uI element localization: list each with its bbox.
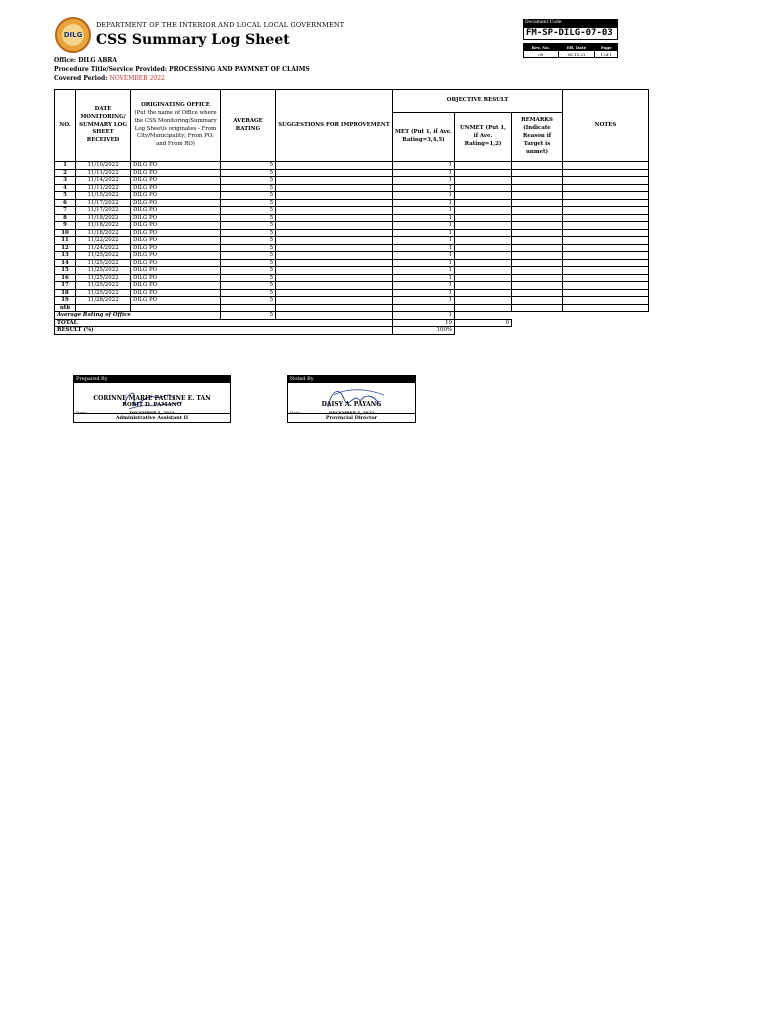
row-date: 11/14/2022 xyxy=(76,177,131,185)
row-unmet xyxy=(455,214,512,222)
row-remarks xyxy=(512,244,563,252)
row-number: 11 xyxy=(55,237,76,245)
row-unmet xyxy=(455,282,512,290)
table-row xyxy=(55,252,649,260)
nth-label: nth xyxy=(55,304,76,312)
row-remarks xyxy=(512,169,563,177)
table-row xyxy=(55,237,649,245)
row-avg-rating: 5 xyxy=(221,259,276,267)
office-line xyxy=(54,57,117,64)
table-row xyxy=(55,274,649,282)
row-unmet xyxy=(455,177,512,185)
origin-title: ORIGINATING OFFICE xyxy=(141,102,210,109)
row-unmet xyxy=(455,289,512,297)
row-suggestion xyxy=(276,259,393,267)
row-avg-rating: 5 xyxy=(221,222,276,230)
row-met: 1 xyxy=(393,237,455,245)
row-met: 1 xyxy=(393,297,455,305)
row-unmet xyxy=(455,169,512,177)
noted-by-box xyxy=(287,375,416,423)
row-notes xyxy=(563,252,649,260)
dilg-logo xyxy=(55,17,91,53)
rev-no-value: 00 xyxy=(524,51,559,58)
noted-date-label: Date: xyxy=(290,410,301,415)
row-date: 11/15/2022 xyxy=(76,192,131,200)
row-notes xyxy=(563,244,649,252)
table-row xyxy=(55,169,649,177)
noted-by-header: Noted By xyxy=(287,375,416,383)
row-avg-rating: 5 xyxy=(221,282,276,290)
table-row xyxy=(55,282,649,290)
row-number: 17 xyxy=(55,282,76,290)
row-met: 1 xyxy=(393,274,455,282)
prepared-by-overlay-name: ROBIT D. PAMANO xyxy=(122,402,182,408)
row-number: 4 xyxy=(55,184,76,192)
row-met: 1 xyxy=(393,222,455,230)
row-avg-rating: 5 xyxy=(221,192,276,200)
row-number: 3 xyxy=(55,177,76,185)
avg-office-met: 1 xyxy=(393,312,455,320)
total-label: TOTAL xyxy=(55,319,393,327)
prepared-date-value: DECEMBER 5, 2022 xyxy=(129,410,175,415)
row-avg-rating: 5 xyxy=(221,274,276,282)
document-code: FM-SP-DILG-07-03 xyxy=(523,27,618,40)
row-date: 11/11/2022 xyxy=(76,169,131,177)
prepared-by-header: Prepared By xyxy=(73,375,231,383)
row-suggestion xyxy=(276,222,393,230)
row-avg-rating: 5 xyxy=(221,289,276,297)
result-label: RESULT (%) xyxy=(55,327,393,335)
row-number: 1 xyxy=(55,162,76,170)
row-remarks xyxy=(512,184,563,192)
row-met: 1 xyxy=(393,289,455,297)
row-date: 11/17/2022 xyxy=(76,207,131,215)
row-remarks xyxy=(512,282,563,290)
page-title: CSS Summary Log Sheet xyxy=(96,32,290,48)
col-header-notes: NOTES xyxy=(563,90,649,162)
row-suggestion xyxy=(276,162,393,170)
row-date: 11/25/2022 xyxy=(76,259,131,267)
row-notes xyxy=(563,192,649,200)
row-avg-rating: 5 xyxy=(221,199,276,207)
period-line xyxy=(54,75,165,82)
row-office: DILG PO xyxy=(131,199,221,207)
row-suggestion xyxy=(276,282,393,290)
row-office: DILG PO xyxy=(131,267,221,275)
row-office: DILG PO xyxy=(131,297,221,305)
table-row xyxy=(55,229,649,237)
dilg-logo-text: DILG xyxy=(62,24,84,46)
row-met: 1 xyxy=(393,177,455,185)
row-remarks xyxy=(512,297,563,305)
row-suggestion xyxy=(276,252,393,260)
row-met: 1 xyxy=(393,282,455,290)
col-header-avg: AVERAGE RATING xyxy=(221,90,276,162)
row-remarks xyxy=(512,252,563,260)
prepared-by-name: CORINNE MARIE PAULINE E. TAN xyxy=(93,395,211,402)
table-row xyxy=(55,177,649,185)
row-number: 18 xyxy=(55,289,76,297)
row-date: 11/25/2022 xyxy=(76,289,131,297)
row-met: 1 xyxy=(393,162,455,170)
row-avg-rating: 5 xyxy=(221,207,276,215)
col-header-origin xyxy=(131,90,221,162)
row-date: 11/24/2022 xyxy=(76,244,131,252)
row-suggestion xyxy=(276,177,393,185)
row-number: 6 xyxy=(55,199,76,207)
row-remarks xyxy=(512,199,563,207)
table-row xyxy=(55,289,649,297)
row-unmet xyxy=(455,229,512,237)
row-number: 8 xyxy=(55,214,76,222)
row-office: DILG PO xyxy=(131,162,221,170)
row-unmet xyxy=(455,267,512,275)
col-header-met: MET (Put 1, if Ave. Rating=3,4,5) xyxy=(393,113,455,162)
row-number: 19 xyxy=(55,297,76,305)
row-office: DILG PO xyxy=(131,289,221,297)
period-value: NOVEMBER 2022 xyxy=(109,75,165,82)
row-office: DILG PO xyxy=(131,207,221,215)
row-unmet xyxy=(455,274,512,282)
row-office: DILG PO xyxy=(131,274,221,282)
row-met: 1 xyxy=(393,199,455,207)
row-office: DILG PO xyxy=(131,282,221,290)
row-suggestion xyxy=(276,229,393,237)
row-remarks xyxy=(512,229,563,237)
row-notes xyxy=(563,229,649,237)
row-unmet xyxy=(455,184,512,192)
row-remarks xyxy=(512,192,563,200)
col-header-no: NO. xyxy=(55,90,76,162)
row-notes xyxy=(563,177,649,185)
row-avg-rating: 5 xyxy=(221,177,276,185)
table-row xyxy=(55,184,649,192)
row-notes xyxy=(563,289,649,297)
table-row xyxy=(55,244,649,252)
row-notes xyxy=(563,184,649,192)
row-met: 1 xyxy=(393,252,455,260)
row-suggestion xyxy=(276,237,393,245)
row-suggestion xyxy=(276,199,393,207)
row-avg-rating: 5 xyxy=(221,184,276,192)
row-remarks xyxy=(512,267,563,275)
row-office: DILG PO xyxy=(131,192,221,200)
row-suggestion xyxy=(276,192,393,200)
office-value: DILG ABRA xyxy=(78,57,118,64)
row-suggestion xyxy=(276,207,393,215)
table-row xyxy=(55,207,649,215)
row-date: 11/17/2022 xyxy=(76,199,131,207)
row-office: DILG PO xyxy=(131,259,221,267)
row-suggestion xyxy=(276,297,393,305)
row-number: 5 xyxy=(55,192,76,200)
col-header-date: DATE MONITORING/ SUMMARY LOG SHEET RECEIVED xyxy=(76,90,131,162)
table-row xyxy=(55,162,649,170)
row-avg-rating: 5 xyxy=(221,169,276,177)
row-unmet xyxy=(455,237,512,245)
row-suggestion xyxy=(276,184,393,192)
row-unmet xyxy=(455,297,512,305)
noted-by-name: DAISY A. PAYANG xyxy=(321,401,382,408)
row-suggestion xyxy=(276,267,393,275)
eff-date-header: Eff. Date xyxy=(558,44,595,51)
row-office: DILG PO xyxy=(131,222,221,230)
table-row xyxy=(55,222,649,230)
row-number: 10 xyxy=(55,229,76,237)
row-number: 12 xyxy=(55,244,76,252)
row-notes xyxy=(563,282,649,290)
row-date: 11/18/2022 xyxy=(76,222,131,230)
department-name: DEPARTMENT OF THE INTERIOR AND LOCAL LOCAL GOVERNMENT xyxy=(96,21,345,29)
row-date: 11/25/2022 xyxy=(76,252,131,260)
row-notes xyxy=(563,259,649,267)
period-label: Covered Period: xyxy=(54,75,108,82)
row-suggestion xyxy=(276,289,393,297)
table-row xyxy=(55,267,649,275)
eff-date-value: 06.15.21 xyxy=(558,51,595,58)
row-office: DILG PO xyxy=(131,214,221,222)
row-suggestion xyxy=(276,214,393,222)
rev-no-header: Rev. No. xyxy=(524,44,559,51)
row-suggestion xyxy=(276,244,393,252)
row-avg-rating: 5 xyxy=(221,229,276,237)
page-value: 1 of 1 xyxy=(595,51,618,58)
row-remarks xyxy=(512,222,563,230)
col-header-objective: OBJECTIVE RESULT xyxy=(393,90,563,113)
row-remarks xyxy=(512,214,563,222)
table-row xyxy=(55,192,649,200)
prepared-date-label: Date: xyxy=(76,410,87,415)
row-met: 1 xyxy=(393,207,455,215)
row-met: 1 xyxy=(393,267,455,275)
document-code-label: Document Code xyxy=(523,19,618,27)
document-code-box xyxy=(523,19,618,58)
procedure-line xyxy=(54,66,310,73)
row-remarks xyxy=(512,162,563,170)
row-unmet xyxy=(455,222,512,230)
row-unmet xyxy=(455,252,512,260)
row-notes xyxy=(563,162,649,170)
result-value: 100% xyxy=(393,327,455,335)
revision-table xyxy=(523,43,618,58)
procedure-value: PROCESSING AND PAYMNET OF CLAIMS xyxy=(169,66,310,73)
row-remarks xyxy=(512,207,563,215)
row-unmet xyxy=(455,207,512,215)
row-avg-rating: 5 xyxy=(221,297,276,305)
col-header-remarks: REMARKS (Indicate Reason if Target is unmet) xyxy=(512,113,563,162)
table-row xyxy=(55,199,649,207)
row-date: 11/25/2022 xyxy=(76,282,131,290)
noted-by-position: Provincial Director xyxy=(287,414,416,423)
row-unmet xyxy=(455,199,512,207)
office-label: Office: xyxy=(54,57,77,64)
avg-office-label: Average Rating of Office xyxy=(55,312,221,320)
row-date: 11/25/2022 xyxy=(76,267,131,275)
row-notes xyxy=(563,199,649,207)
row-remarks xyxy=(512,259,563,267)
prepared-by-box xyxy=(73,375,231,423)
row-office: DILG PO xyxy=(131,229,221,237)
row-avg-rating: 5 xyxy=(221,244,276,252)
row-remarks xyxy=(512,237,563,245)
row-remarks xyxy=(512,274,563,282)
row-avg-rating: 5 xyxy=(221,267,276,275)
row-met: 1 xyxy=(393,259,455,267)
row-met: 1 xyxy=(393,192,455,200)
row-met: 1 xyxy=(393,169,455,177)
row-date: 11/18/2022 xyxy=(76,229,131,237)
row-number: 9 xyxy=(55,222,76,230)
row-avg-rating: 5 xyxy=(221,214,276,222)
row-number: 15 xyxy=(55,267,76,275)
noted-date-value: DECEMBER 5, 2022 xyxy=(328,410,375,415)
row-unmet xyxy=(455,259,512,267)
total-met: 19 xyxy=(393,319,455,327)
procedure-label: Procedure Title/Service Provided: xyxy=(54,66,168,73)
row-office: DILG PO xyxy=(131,184,221,192)
origin-desc: (Put the name of Office where the CSS Monitoring/Summary Log Sheet/s originates - From City/Municipality; From PO; and From RO) xyxy=(134,109,217,148)
row-number: 16 xyxy=(55,274,76,282)
table-row xyxy=(55,297,649,305)
row-office: DILG PO xyxy=(131,252,221,260)
row-notes xyxy=(563,214,649,222)
row-date: 11/22/2022 xyxy=(76,237,131,245)
row-notes xyxy=(563,207,649,215)
row-date: 11/28/2022 xyxy=(76,297,131,305)
row-suggestion xyxy=(276,274,393,282)
row-avg-rating: 5 xyxy=(221,252,276,260)
row-notes xyxy=(563,169,649,177)
row-remarks xyxy=(512,177,563,185)
row-met: 1 xyxy=(393,214,455,222)
row-notes xyxy=(563,274,649,282)
css-log-table xyxy=(54,89,649,335)
total-unmet: 0 xyxy=(455,319,512,327)
row-met: 1 xyxy=(393,184,455,192)
row-office: DILG PO xyxy=(131,237,221,245)
row-met: 1 xyxy=(393,244,455,252)
table-row xyxy=(55,214,649,222)
row-number: 2 xyxy=(55,169,76,177)
row-notes xyxy=(563,297,649,305)
row-unmet xyxy=(455,244,512,252)
row-met: 1 xyxy=(393,229,455,237)
avg-office-value: 5 xyxy=(221,312,276,320)
prepared-by-position: Administrative Assistant II xyxy=(73,414,231,423)
row-notes xyxy=(563,222,649,230)
row-office: DILG PO xyxy=(131,177,221,185)
row-date: 11/10/2022 xyxy=(76,162,131,170)
row-office: DILG PO xyxy=(131,169,221,177)
row-office: DILG PO xyxy=(131,244,221,252)
row-suggestion xyxy=(276,169,393,177)
row-avg-rating: 5 xyxy=(221,162,276,170)
row-notes xyxy=(563,267,649,275)
col-header-unmet: UNMET (Put 1, if Ave. Rating=1,2) xyxy=(455,113,512,162)
row-remarks xyxy=(512,289,563,297)
table-row xyxy=(55,259,649,267)
row-notes xyxy=(563,237,649,245)
page-header: Page xyxy=(595,44,618,51)
row-date: 11/25/2022 xyxy=(76,274,131,282)
row-avg-rating: 5 xyxy=(221,237,276,245)
row-number: 13 xyxy=(55,252,76,260)
signature-scribble-icon xyxy=(288,383,417,413)
row-date: 11/18/2022 xyxy=(76,214,131,222)
row-date: 11/11/2022 xyxy=(76,184,131,192)
row-unmet xyxy=(455,162,512,170)
row-number: 7 xyxy=(55,207,76,215)
col-header-sugg: SUGGESTIONS FOR IMPROVEMENT xyxy=(276,90,393,162)
row-number: 14 xyxy=(55,259,76,267)
row-unmet xyxy=(455,192,512,200)
